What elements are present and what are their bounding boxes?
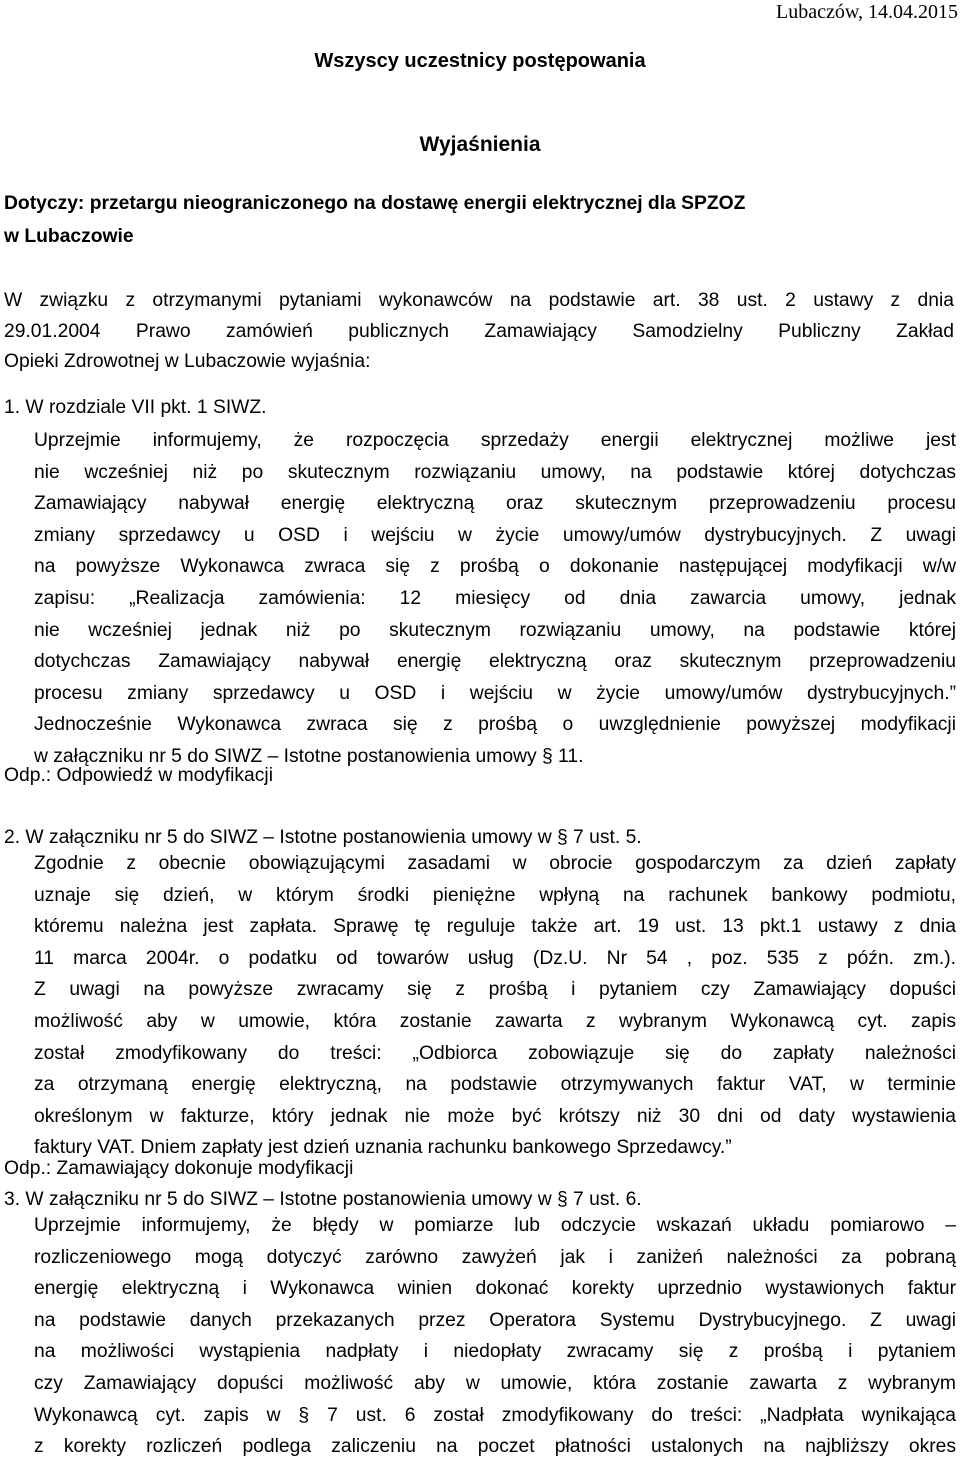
body-line: energię elektryczną i Wykonawca winien dokonać korekty uprzednio wystawionych faktur: [34, 1278, 956, 1300]
body-line: Uprzejmie informujemy, że rozpoczęcia sprzedaży energii elektrycznej możliwe jest: [34, 430, 956, 451]
body-line: faktury VAT. Dniem zapłaty jest dzień uznania rachunku bankowego Sprzedawcy.”: [34, 1137, 732, 1159]
body-line: Z uwagi na powyższe zwracamy się z prośbą i pytaniem czy Zamawiający dopuści: [34, 979, 956, 1001]
intro-line: Opieki Zdrowotnej w Lubaczowie wyjaśnia:: [4, 351, 371, 372]
body-line: Zamawiający nabywał energię elektryczną oraz skutecznym przeprowadzeniu procesu: [34, 493, 956, 515]
body-line: z korekty rozliczeń podlega zaliczeniu na poczet płatności ustalonych na najbliższy okres: [34, 1436, 956, 1458]
body-line: Uprzejmie informujemy, że błędy w pomiarze lub odczycie wskazań układu pomiarowo –: [34, 1215, 956, 1236]
intro-paragraph: [4, 286, 954, 378]
body-line: czy Zamawiający dopuści możliwość aby w umowie, która zostanie zawarta z wybranym: [34, 1372, 956, 1394]
subject-block: [4, 187, 944, 253]
body-line: na powyższe Wykonawca zwraca się z prośbą o dokonanie następującej modyfikacji w/w: [34, 556, 956, 578]
body-line: nie wcześniej jednak niż po skutecznym rozwiązaniu umowy, na podstawie której: [34, 619, 956, 641]
body-line: na podstawie danych przekazanych przez Operatora Systemu Dystrybucyjnego. Z uwagi: [34, 1309, 956, 1331]
body-line: Wykonawcą cyt. zapis w § 7 ust. 6 został zmodyfikowany do treści: „Nadpłata wynikająca: [34, 1404, 956, 1426]
intro-line: 29.01.2004 Prawo zamówień publicznych Zamawiający Samodzielny Publiczny Zakład: [4, 320, 954, 342]
body-line: dotychczas Zamawiający nabywał energię elektryczną oraz skutecznym przeprowadzeniu: [34, 651, 956, 673]
body-line: w załączniku nr 5 do SIWZ – Istotne postanowienia umowy § 11.: [34, 745, 584, 767]
item-3-body: [34, 1210, 956, 1463]
body-line: określonym w fakturze, który jednak nie może być krótszy niż 30 dni od daty wystawienia: [34, 1105, 956, 1127]
body-line: 11 marca 2004r. o podatku od towarów usług (Dz.U. Nr 54 , poz. 535 z późn. zm.).: [34, 947, 956, 969]
item-3-heading: 3. W załączniku nr 5 do SIWZ – Istotne postanowienia umowy w § 7 ust. 6.: [4, 1189, 642, 1210]
body-line: został zmodyfikowany do treści: „Odbiorca zobowiązuje się do zapłaty należności: [34, 1042, 956, 1064]
body-line: na możliwości wystąpienia nadpłaty i niedopłaty zwracamy się z prośbą i pytaniem: [34, 1341, 956, 1363]
item-1-answer: Odp.: Odpowiedź w modyfikacji: [4, 765, 273, 786]
document-date: Lubaczów, 14.04.2015: [776, 1, 958, 23]
body-line: któremu należna jest zapłata. Sprawę tę reguluje także art. 19 ust. 13 pkt.1 ustawy z dnia: [34, 916, 956, 938]
body-line: zmiany sprzedawcy u OSD i wejściu w życie umowy/umów dystrybucyjnych. Z uwagi: [34, 524, 956, 546]
body-line: uznaje się dzień, w którym środki pieniężne wpłyną na rachunek bankowy podmiotu,: [34, 884, 956, 906]
item-2-heading: 2. W załączniku nr 5 do SIWZ – Istotne postanowienia umowy w § 7 ust. 5.: [4, 827, 642, 848]
item-1-heading: 1. W rozdziale VII pkt. 1 SIWZ.: [4, 397, 267, 418]
body-line: Zgodnie z obecnie obowiązującymi zasadami w obrocie gospodarczym za dzień zapłaty: [34, 853, 956, 874]
recipients-text: Wszyscy uczestnicy postępowania: [314, 50, 646, 72]
body-line: Jednocześnie Wykonawca zwraca się z prośbą o uwzględnienie powyższej modyfikacji: [34, 714, 956, 736]
subject-line: Dotyczy: przetargu nieograniczonego na dostawę energii elektrycznej dla SPZOZ: [4, 193, 746, 214]
body-line: procesu zmiany sprzedawcy u OSD i wejściu w życie umowy/umów dystrybucyjnych.”: [34, 682, 956, 704]
body-line: zapisu: „Realizacja zamówienia: 12 miesięcy od dnia zawarcia umowy, jednak: [34, 587, 956, 609]
item-2-answer: Odp.: Zamawiający dokonuje modyfikacji: [4, 1158, 354, 1179]
body-line: rozliczeniowego mogą dotyczyć zarówno zawyżeń jak i zaniżeń należności za pobraną: [34, 1246, 956, 1268]
item-2-body: [34, 848, 956, 1164]
document-title: Wyjaśnienia: [419, 133, 541, 156]
intro-line: W związku z otrzymanymi pytaniami wykonawców na podstawie art. 38 ust. 2 ustawy z dnia: [4, 290, 954, 311]
subject-line: w Lubaczowie: [4, 226, 134, 247]
recipients-line: [0, 48, 960, 74]
body-line: za otrzymaną energię elektryczną, na podstawie otrzymywanych faktur VAT, w terminie: [34, 1074, 956, 1096]
body-line: możliwość aby w umowie, która zostanie zawarta z wybranym Wykonawcą cyt. zapis: [34, 1010, 956, 1032]
body-line: nie wcześniej niż po skutecznym rozwiązaniu umowy, na podstawie której dotychczas: [34, 461, 956, 483]
item-1-body: [34, 425, 956, 773]
